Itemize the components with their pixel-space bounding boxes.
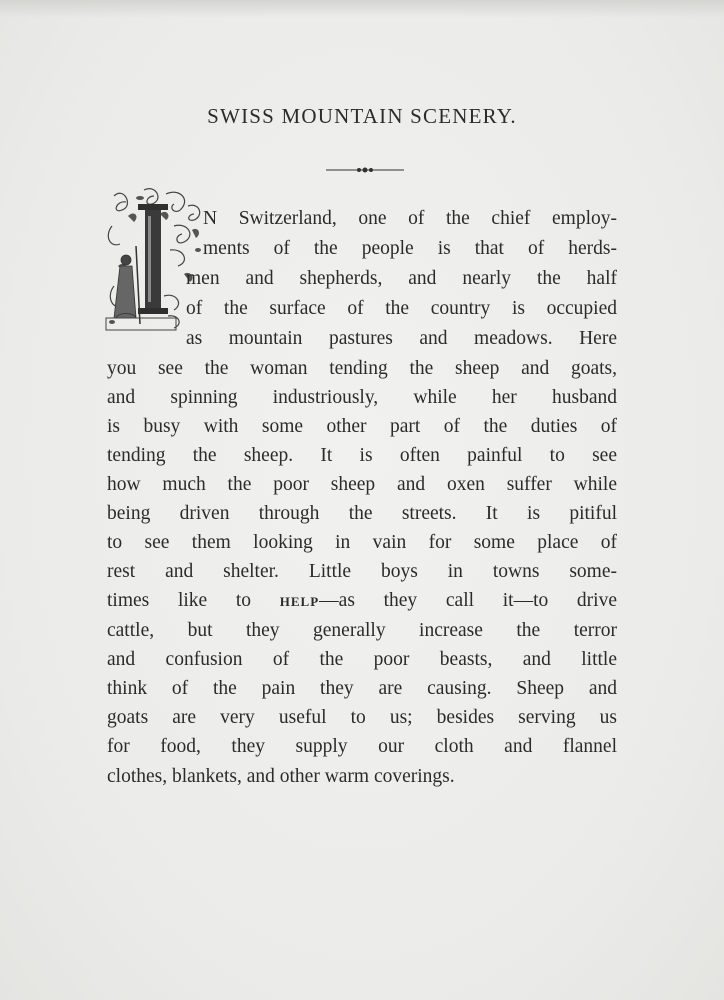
paragraph-line-3: men and shepherds, and nearly the half <box>186 268 617 289</box>
page-top-shadow <box>0 0 724 18</box>
paragraph-line-10: how much the poor sheep and oxen suffer while <box>107 474 617 495</box>
paragraph-line-18: goats are very useful to us; besides serving us <box>107 707 617 728</box>
paragraph-line-9: tending the sheep. It is often painful to see <box>107 445 617 466</box>
emphasis-help: HELP <box>279 594 320 609</box>
paragraph-line-1: N Switzerland, one of the chief employ- <box>203 208 617 229</box>
line-14-after: —as they call it—to drive <box>319 590 617 611</box>
paragraph-line-11: being driven through the streets. It is pitiful <box>107 503 617 524</box>
ornamental-divider <box>326 164 404 176</box>
paragraph-line-13: rest and shelter. Little boys in towns some- <box>107 561 617 582</box>
paragraph-line-4: of the surface of the country is occupied <box>186 298 617 319</box>
paragraph-line-19: for food, they supply our cloth and flannel <box>107 736 617 757</box>
paragraph-line-12: to see them looking in vain for some place of <box>107 532 617 553</box>
page-title: SWISS MOUNTAIN SCENERY. <box>207 104 517 128</box>
paragraph-line-7: and spinning industriously, while her husband <box>107 387 617 408</box>
paragraph-line-8: is busy with some other part of the duties of <box>107 416 617 437</box>
paragraph-line-6: you see the woman tending the sheep and goats, <box>107 358 617 379</box>
line-14-before: times like to <box>107 590 280 611</box>
paragraph-line-2: ments of the people is that of herds- <box>203 238 617 259</box>
paragraph-line-15: cattle, but they generally increase the terror <box>107 620 617 641</box>
paragraph-line-16: and confusion of the poor beasts, and little <box>107 649 617 670</box>
paragraph-line-5: as mountain pastures and meadows. Here <box>186 328 617 349</box>
paragraph-line-20: clothes, blankets, and other warm coverings. <box>107 766 455 787</box>
paragraph-line-14 <box>107 586 617 616</box>
paragraph-line-17: think of the pain they are causing. Sheep and <box>107 678 617 699</box>
